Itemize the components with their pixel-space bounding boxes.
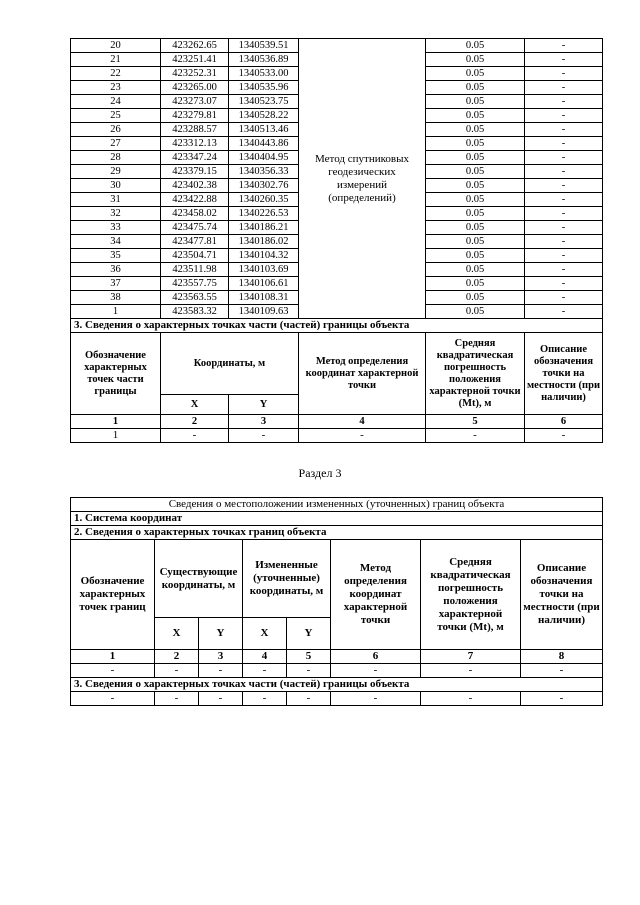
method-cell: Метод спутниковых геодезических измерений (определений)	[299, 39, 426, 319]
point-number: 22	[71, 67, 161, 81]
empty-cell: -	[155, 692, 199, 706]
point-number: 37	[71, 277, 161, 291]
empty-cell: -	[161, 429, 229, 443]
description-value: -	[525, 277, 603, 291]
coord-y: 1340186.21	[229, 221, 299, 235]
coord-y: 1340186.02	[229, 235, 299, 249]
coord-x: 423273.07	[161, 95, 229, 109]
empty-cell: -	[331, 692, 421, 706]
point-number: 29	[71, 165, 161, 179]
header-x: X	[161, 395, 229, 415]
column-numbers-row	[71, 650, 603, 664]
header-changed-coords: Измененные (уточненные) координаты, м	[243, 540, 331, 618]
column-number: 3	[229, 415, 299, 429]
coordinate-row	[71, 39, 603, 53]
accuracy-value: 0.05	[426, 95, 525, 109]
column-number: 7	[421, 650, 521, 664]
accuracy-value: 0.05	[426, 179, 525, 193]
coord-x: 423252.31	[161, 67, 229, 81]
empty-cell: -	[199, 692, 243, 706]
coord-x: 423251.41	[161, 53, 229, 67]
point-number: 33	[71, 221, 161, 235]
accuracy-value: 0.05	[426, 67, 525, 81]
header-y: Y	[229, 395, 299, 415]
coord-x: 423402.38	[161, 179, 229, 193]
column-number: 8	[521, 650, 603, 664]
empty-cell: -	[521, 692, 603, 706]
point-number: 36	[71, 263, 161, 277]
coord-x: 423563.55	[161, 291, 229, 305]
empty-cell: -	[525, 429, 603, 443]
point-number: 27	[71, 137, 161, 151]
coord-y: 1340536.89	[229, 53, 299, 67]
header-y-existing: Y	[199, 618, 243, 650]
empty-cell: -	[229, 429, 299, 443]
coord-x: 423504.71	[161, 249, 229, 263]
coord-y: 1340523.75	[229, 95, 299, 109]
empty-cell: -	[155, 664, 199, 678]
description-value: -	[525, 207, 603, 221]
point-number: 26	[71, 123, 161, 137]
accuracy-value: 0.05	[426, 81, 525, 95]
header-designation: Обозначение характерных точек части границы	[71, 333, 161, 415]
column-number: 5	[426, 415, 525, 429]
empty-cell: -	[243, 664, 287, 678]
accuracy-value: 0.05	[426, 165, 525, 179]
coord-y: 1340513.46	[229, 123, 299, 137]
empty-part-row	[71, 692, 603, 706]
empty-cell: -	[521, 664, 603, 678]
empty-cell: -	[243, 692, 287, 706]
coord-y: 1340356.33	[229, 165, 299, 179]
coord-x: 423312.13	[161, 137, 229, 151]
coord-y: 1340226.53	[229, 207, 299, 221]
column-number: 2	[161, 415, 229, 429]
coord-x: 423583.32	[161, 305, 229, 319]
point-number: 38	[71, 291, 161, 305]
coord-y: 1340104.32	[229, 249, 299, 263]
header-y-changed: Y	[287, 618, 331, 650]
coord-y: 1340260.35	[229, 193, 299, 207]
description-value: -	[525, 123, 603, 137]
coord-y: 1340103.69	[229, 263, 299, 277]
point-number: 20	[71, 39, 161, 53]
description-value: -	[525, 67, 603, 81]
header-x-existing: X	[155, 618, 199, 650]
point-number: 28	[71, 151, 161, 165]
empty-cell: 1	[71, 429, 161, 443]
column-number: 1	[71, 650, 155, 664]
column-number: 3	[199, 650, 243, 664]
coord-y: 1340539.51	[229, 39, 299, 53]
description-value: -	[525, 95, 603, 109]
column-number: 6	[331, 650, 421, 664]
coord-y: 1340533.00	[229, 67, 299, 81]
accuracy-value: 0.05	[426, 53, 525, 67]
table2-title: Сведения о местоположении измененных (уточненных) границ объекта	[71, 498, 603, 512]
accuracy-value: 0.05	[426, 249, 525, 263]
description-value: -	[525, 291, 603, 305]
accuracy-value: 0.05	[426, 277, 525, 291]
column-number: 4	[299, 415, 426, 429]
empty-cell: -	[199, 664, 243, 678]
description-value: -	[525, 221, 603, 235]
header-existing-coords: Существующие координаты, м	[155, 540, 243, 618]
empty-cell: -	[331, 664, 421, 678]
column-number: 6	[525, 415, 603, 429]
empty-cell: -	[299, 429, 426, 443]
header-method: Метод определения координат характерной точки	[299, 333, 426, 415]
table2-row-coordinate-system: 1. Система координат	[71, 512, 603, 526]
coord-x: 423279.81	[161, 109, 229, 123]
coord-x: 423379.15	[161, 165, 229, 179]
point-number: 24	[71, 95, 161, 109]
coord-x: 423475.74	[161, 221, 229, 235]
coord-y: 1340528.22	[229, 109, 299, 123]
description-value: -	[525, 81, 603, 95]
empty-cell: -	[71, 692, 155, 706]
column-number: 1	[71, 415, 161, 429]
empty-cell: -	[287, 692, 331, 706]
point-number: 25	[71, 109, 161, 123]
description-value: -	[525, 235, 603, 249]
description-value: -	[525, 151, 603, 165]
description-value: -	[525, 165, 603, 179]
coord-y: 1340109.63	[229, 305, 299, 319]
table2-row-boundary-points: 2. Сведения о характерных точках границ объекта	[71, 526, 603, 540]
accuracy-value: 0.05	[426, 39, 525, 53]
header-coords: Координаты, м	[161, 333, 299, 395]
coord-x: 423422.88	[161, 193, 229, 207]
accuracy-value: 0.05	[426, 221, 525, 235]
coordinates-table	[70, 38, 603, 443]
coord-x: 423477.81	[161, 235, 229, 249]
header-accuracy: Средняя квадратическая погрешность положения характерной точки (Mt), м	[426, 333, 525, 415]
description-value: -	[525, 263, 603, 277]
coord-x: 423347.24	[161, 151, 229, 165]
header-designation: Обозначение характерных точек границ	[71, 540, 155, 650]
accuracy-value: 0.05	[426, 291, 525, 305]
coord-y: 1340106.61	[229, 277, 299, 291]
coord-y: 1340108.31	[229, 291, 299, 305]
part-points-title: 3. Сведения о характерных точках части (частей) границы объекта	[71, 319, 603, 333]
coord-x: 423458.02	[161, 207, 229, 221]
table2-row-part-points: 3. Сведения о характерных точках части (частей) границы объекта	[71, 678, 603, 692]
description-value: -	[525, 249, 603, 263]
description-value: -	[525, 305, 603, 319]
accuracy-value: 0.05	[426, 305, 525, 319]
point-number: 1	[71, 305, 161, 319]
empty-cell: -	[421, 664, 521, 678]
coord-y: 1340443.86	[229, 137, 299, 151]
accuracy-value: 0.05	[426, 263, 525, 277]
point-number: 21	[71, 53, 161, 67]
header-method: Метод определения координат характерной точки	[331, 540, 421, 650]
description-value: -	[525, 109, 603, 123]
column-number: 2	[155, 650, 199, 664]
description-value: -	[525, 39, 603, 53]
column-number: 4	[243, 650, 287, 664]
point-number: 34	[71, 235, 161, 249]
description-value: -	[525, 193, 603, 207]
header-x-changed: X	[243, 618, 287, 650]
description-value: -	[525, 53, 603, 67]
accuracy-value: 0.05	[426, 207, 525, 221]
coord-x: 423557.75	[161, 277, 229, 291]
point-number: 31	[71, 193, 161, 207]
column-number: 5	[287, 650, 331, 664]
accuracy-value: 0.05	[426, 109, 525, 123]
accuracy-value: 0.05	[426, 193, 525, 207]
accuracy-value: 0.05	[426, 235, 525, 249]
accuracy-value: 0.05	[426, 137, 525, 151]
coord-y: 1340302.76	[229, 179, 299, 193]
accuracy-value: 0.05	[426, 151, 525, 165]
section-heading: Раздел 3	[298, 466, 342, 480]
coord-y: 1340535.96	[229, 81, 299, 95]
changed-boundaries-table	[70, 497, 603, 706]
point-number: 30	[71, 179, 161, 193]
coord-x: 423262.65	[161, 39, 229, 53]
coord-y: 1340404.95	[229, 151, 299, 165]
description-value: -	[525, 137, 603, 151]
empty-data-row	[71, 664, 603, 678]
empty-cell: -	[421, 692, 521, 706]
point-number: 32	[71, 207, 161, 221]
description-value: -	[525, 179, 603, 193]
coord-x: 423288.57	[161, 123, 229, 137]
coord-x: 423511.98	[161, 263, 229, 277]
empty-cell: -	[71, 664, 155, 678]
empty-cell: -	[426, 429, 525, 443]
coordinates-table-body	[71, 39, 603, 443]
header-description: Описание обозначения точки на местности (при наличии)	[525, 333, 603, 415]
coord-x: 423265.00	[161, 81, 229, 95]
empty-cell: -	[287, 664, 331, 678]
point-number: 23	[71, 81, 161, 95]
point-number: 35	[71, 249, 161, 263]
header-accuracy: Средняя квадратическая погрешность положения характерной точки (Mt), м	[421, 540, 521, 650]
accuracy-value: 0.05	[426, 123, 525, 137]
header-description: Описание обозначения точки на местности (при наличии)	[521, 540, 603, 650]
